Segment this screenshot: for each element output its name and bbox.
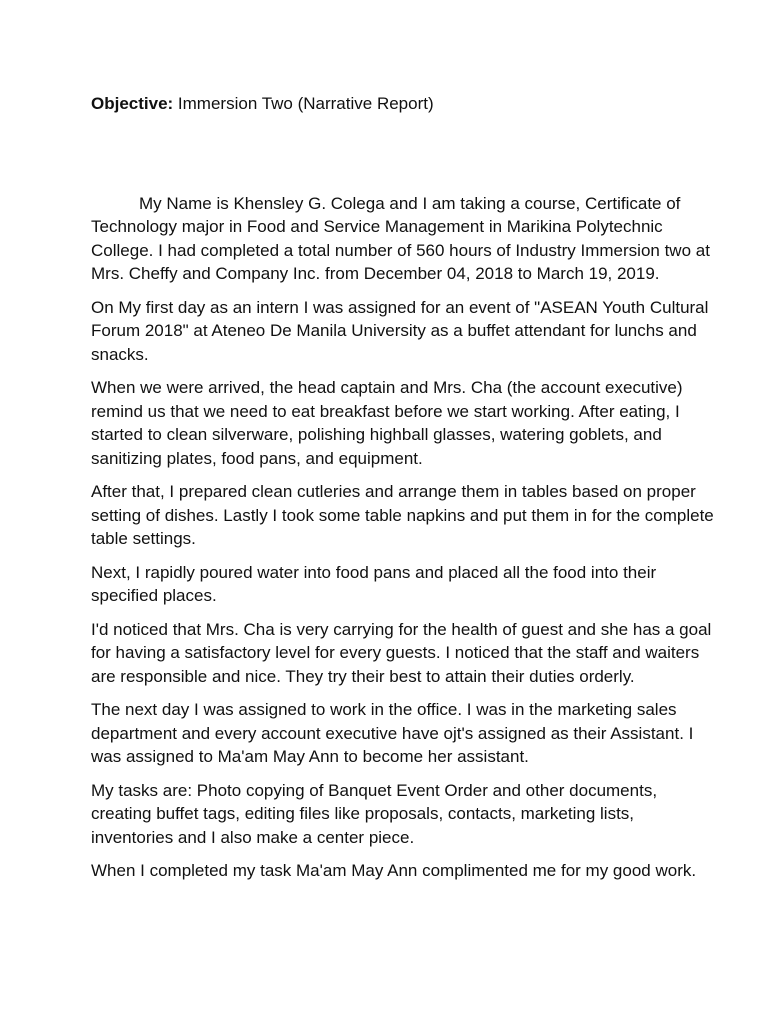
paragraph-compliment: When I completed my task Ma'am May Ann complimented me for my good work.: [91, 861, 697, 880]
objective-title: Immersion Two (Narrative Report): [173, 94, 434, 113]
paragraph-food-pans: Next, I rapidly poured water into food pans and placed all the food into their specified places.: [91, 562, 657, 605]
paragraph-introduction: My Name is Khensley G. Colega and I am taking a course, Certificate of Technology major in Food and Service Management in Marikina Polytechnic College. I had completed a total number of 560 hours of Industry Immersion two at Mrs. Cheffy and Company Inc. from December 04, 2018 to March 19, 2019.: [91, 193, 710, 283]
paragraph-cutleries: After that, I prepared clean cutleries and arrange them in tables based on proper setting of dishes. Lastly I took some table napkins and put them in for the complete table settings.: [91, 482, 714, 548]
objective-heading: [91, 92, 716, 116]
objective-label: Objective:: [91, 94, 174, 113]
paragraph-observations: I'd noticed that Mrs. Cha is very carrying for the health of guest and she has a goal for having a satisfactory level for every guests. I noticed that the staff and waiters are responsible and nice. They try their best to attain their duties orderly.: [91, 619, 712, 686]
paragraph-arrival: When we were arrived, the head captain and Mrs. Cha (the account executive) remind us that we need to eat breakfast before we start working. After eating, I started to clean silverware, polishing highball glasses, watering goblets, and sanitizing plates, food pans, and equipment.: [91, 378, 683, 468]
document-body: [91, 92, 716, 893]
paragraph-office: The next day I was assigned to work in the office. I was in the marketing sales department and every account executive have ojt's assigned as their Assistant. I was assigned to Ma'am May Ann to become her assistant.: [91, 700, 694, 766]
paragraph-first-day: On My first day as an intern I was assigned for an event of "ASEAN Youth Cultural Forum 2018" at Ateneo De Manila University as a buffet attendant for lunchs and snacks.: [91, 297, 709, 364]
paragraph-tasks: My tasks are: Photo copying of Banquet Event Order and other documents, creating buffet tags, editing files like proposals, contacts, marketing lists, inventories and I also make a center piece.: [91, 780, 658, 847]
